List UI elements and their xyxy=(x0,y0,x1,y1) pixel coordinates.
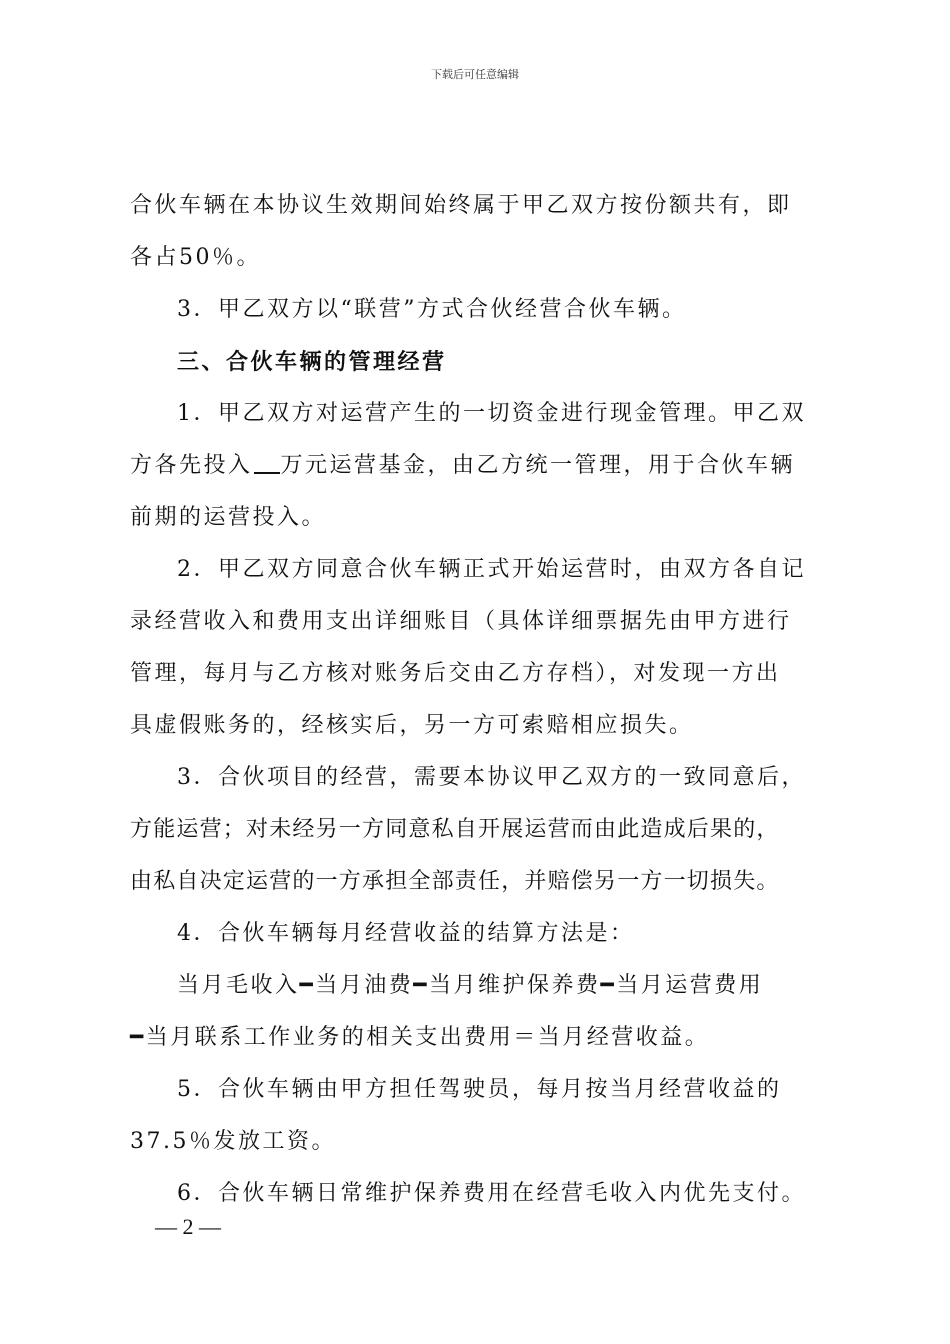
paragraph-line: 管理，每月与乙方核对账务后交由乙方存档），对发现一方出 xyxy=(130,661,781,686)
paragraph-line: 录经营收入和费用支出详细账目（具体详细票据先由甲方进行 xyxy=(130,609,792,634)
paragraph-line: 5．合伙车辆由甲方担任驾驶员，每月按当月经营收益的 xyxy=(177,1077,782,1102)
paragraph-line: ━当月联系工作业务的相关支出费用＝当月经营收益。 xyxy=(130,1025,710,1050)
page-number: — 2 — xyxy=(155,1214,221,1239)
paragraph-line: 3．甲乙双方以“联营”方式合伙经营合伙车辆。 xyxy=(177,297,687,322)
paragraph-line xyxy=(130,440,830,492)
page-header: 下载后可任意编辑 xyxy=(431,68,519,81)
paragraph-line: 3．合伙项目的经营，需要本协议甲乙双方的一致同意后， xyxy=(177,765,806,790)
text-segment: 方各先投入 xyxy=(130,453,253,478)
paragraph-line: 37.5％发放工资。 xyxy=(130,1129,336,1154)
paragraph-line: 合伙车辆在本协议生效期间始终属于甲乙双方按份额共有，即 xyxy=(130,193,792,218)
paragraph-line: 由私自决定运营的一方承担全部责任，并赔偿另一方一切损失。 xyxy=(130,869,780,894)
paragraph-line: 2．甲乙双方同意合伙车辆正式开始运营时，由双方各自记 xyxy=(177,557,806,582)
paragraph-line: 当月毛收入━当月油费━当月维护保养费━当月运营费用 xyxy=(177,973,764,998)
paragraph-line: 1．甲乙双方对运营产生的一切资金进行现金管理。甲乙双 xyxy=(177,401,806,426)
paragraph-line: 具虚假账务的，经核实后，另一方可索赔相应损失。 xyxy=(130,713,694,738)
paragraph-line: 4．合伙车辆每月经营收益的结算方法是： xyxy=(177,921,635,946)
fill-in-blank xyxy=(254,450,280,474)
text-segment: 万元运营基金，由乙方统一管理，用于合伙车辆 xyxy=(280,453,796,478)
document-body xyxy=(130,180,830,1220)
paragraph-line: 6．合伙车辆日常维护保养费用在经营毛收入内优先支付。 xyxy=(177,1181,806,1206)
section-heading: 三、合伙车辆的管理经营 xyxy=(177,349,447,375)
paragraph-line: 方能运营；对未经另一方同意私自开展运营而由此造成后果的， xyxy=(130,817,780,842)
paragraph-line: 各占50％。 xyxy=(130,245,261,270)
paragraph-line: 前期的运营投入。 xyxy=(130,505,327,530)
